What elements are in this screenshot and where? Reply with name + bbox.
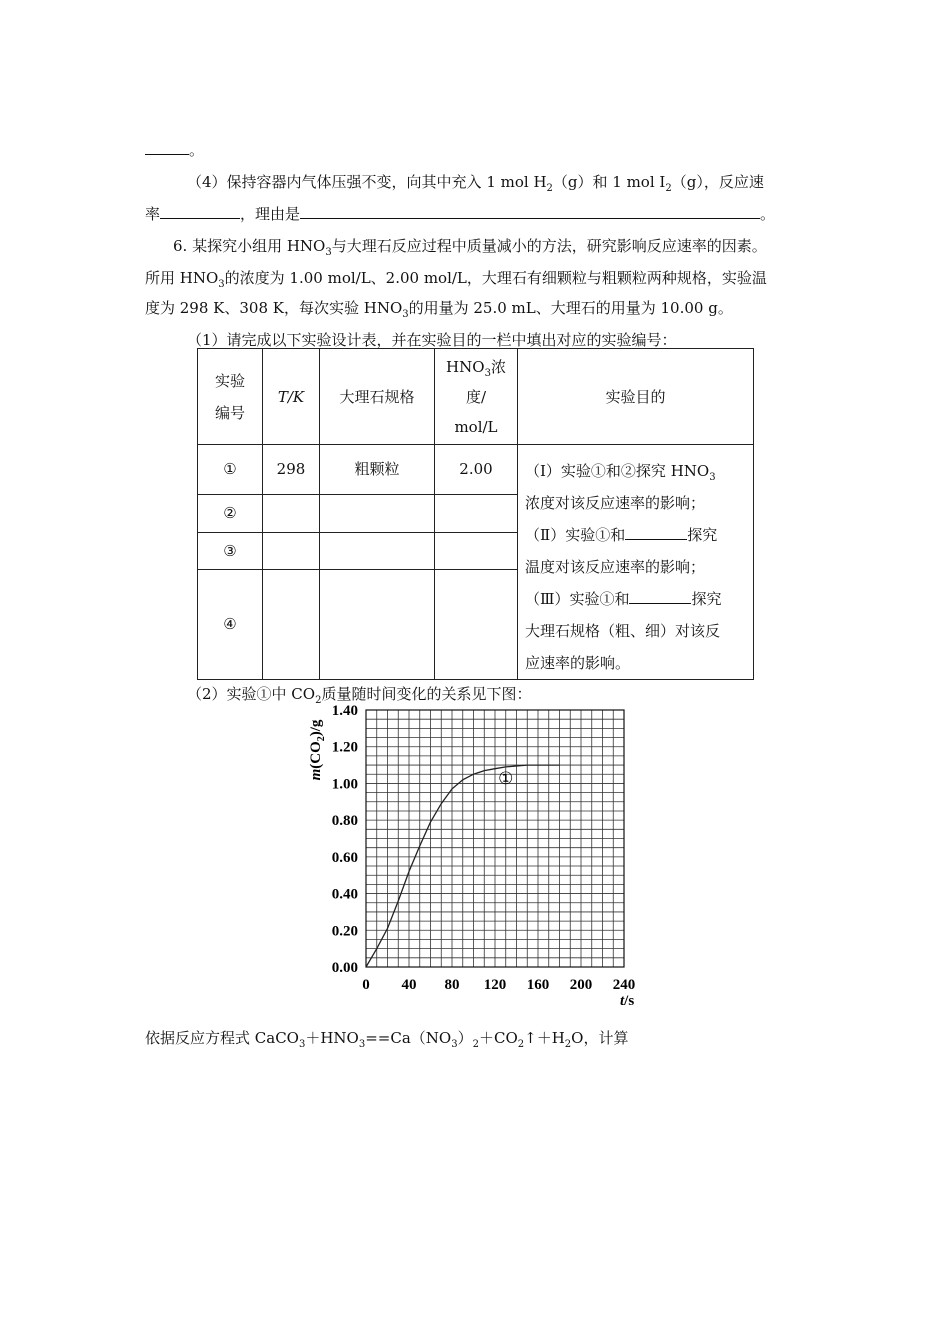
question-6-line-3: 度为 298 K、308 K，每次实验 $HNO_3$的用量为 25.0 mL、大理石的用量为 10.00 g。	[145, 299, 733, 320]
y-tick-label: 0.00	[331, 960, 358, 976]
y-tick-labels	[332, 703, 358, 976]
header-purpose: 实验目的	[518, 349, 754, 445]
y-tick-label: 1.00	[331, 776, 358, 793]
purpose-2-blank[interactable]	[625, 525, 687, 540]
row-temperature: 298	[263, 445, 320, 495]
reason-answer-blank[interactable]	[300, 204, 760, 219]
answer-line-q3-end: 。	[145, 140, 204, 160]
row-spec: 粗颗粒	[320, 445, 435, 495]
row-spec[interactable]	[320, 532, 435, 569]
header-temperature: T/K	[263, 349, 320, 445]
question-6-line-2: 所用 $HNO_3$的浓度为 1.00 mol/L、2.00 mol/L，大理石有细颗粒与粗颗粒两种规格，实验温	[145, 269, 767, 290]
x-tick-label: 160	[526, 977, 550, 993]
question-6-intro: 6. 某探究小组用 $HNO_3$与大理石反应过程中质量减小的方法，研究影响反应速率的因素。	[173, 237, 767, 258]
chart-grid	[366, 710, 624, 967]
row-temperature[interactable]	[263, 569, 320, 679]
curve-label	[498, 769, 513, 788]
question-4-answer-line: 率 ，理由是 。	[145, 205, 776, 223]
row-concentration[interactable]	[435, 532, 518, 569]
experiment-design-table	[197, 348, 754, 680]
row-id: ①	[198, 445, 263, 495]
x-tick-labels	[362, 977, 635, 993]
x-tick-label: 120	[483, 977, 507, 993]
row-id: ②	[198, 494, 263, 532]
answer-blank[interactable]	[145, 140, 189, 155]
row-id: ③	[198, 532, 263, 569]
row-spec[interactable]	[320, 569, 435, 679]
co2-mass-chart	[300, 700, 660, 1020]
header-hno3-concentration: $HNO_3$浓 度/ mol/L	[435, 349, 518, 445]
x-tick-label: 80	[444, 977, 460, 993]
curve-label-text: ①	[498, 768, 514, 788]
question-4-line: （4）保持容器内气体压强不变，向其中充入 1 mol $H_2(g)$和 1 mol $I_2(g)$，反应速	[187, 173, 764, 194]
x-tick-label: 200	[569, 977, 593, 993]
y-tick-label: 1.20	[331, 739, 358, 756]
y-axis-label: $m(CO_2)/g$	[308, 719, 327, 781]
rate-answer-blank[interactable]	[160, 204, 240, 219]
subquestion-1: （1）请完成以下实验设计表，并在实验目的一栏中填出对应的实验编号：	[187, 331, 677, 349]
row-concentration[interactable]	[435, 494, 518, 532]
x-tick-label: 0	[362, 977, 370, 993]
y-tick-label: 0.40	[331, 886, 358, 903]
x-axis-label: t/s	[620, 993, 635, 1009]
row-id: ④	[198, 569, 263, 679]
row-temperature[interactable]	[263, 532, 320, 569]
y-tick-label: 0.20	[331, 923, 358, 940]
y-tick-label: 1.40	[331, 703, 358, 719]
purpose-3-blank[interactable]	[629, 589, 691, 604]
subquestion-2: （2）实验①中 $CO_2$质量随时间变化的关系见下图：	[187, 685, 532, 706]
x-tick-label: 40	[401, 977, 417, 993]
row-concentration: 2.00	[435, 445, 518, 495]
row-concentration[interactable]	[435, 569, 518, 679]
y-tick-label: 0.80	[331, 813, 358, 830]
y-tick-label: 0.60	[331, 849, 358, 866]
header-marble-spec: 大理石规格	[320, 349, 435, 445]
table-header-row	[198, 349, 754, 445]
purpose-cell: （Ⅰ）实验①和②探究 $HNO_3$ 浓度对该反应速率的影响； （Ⅱ）实验①和 探究 温度对该反应速率的影响； （Ⅲ）实验①和 探究 大理石规格（粗、细）对该反 应速率的影响。	[518, 445, 754, 680]
table-row	[198, 445, 754, 495]
final-equation-line: 依据反应方程式 $CaCO_3+HNO_3==Ca(NO_3)_2+CO_2↑+H_2O$，计算	[145, 1029, 629, 1050]
row-temperature[interactable]	[263, 494, 320, 532]
header-experiment-id: 实验 编号	[198, 349, 263, 445]
row-spec[interactable]	[320, 494, 435, 532]
x-tick-label: 240	[612, 977, 636, 993]
